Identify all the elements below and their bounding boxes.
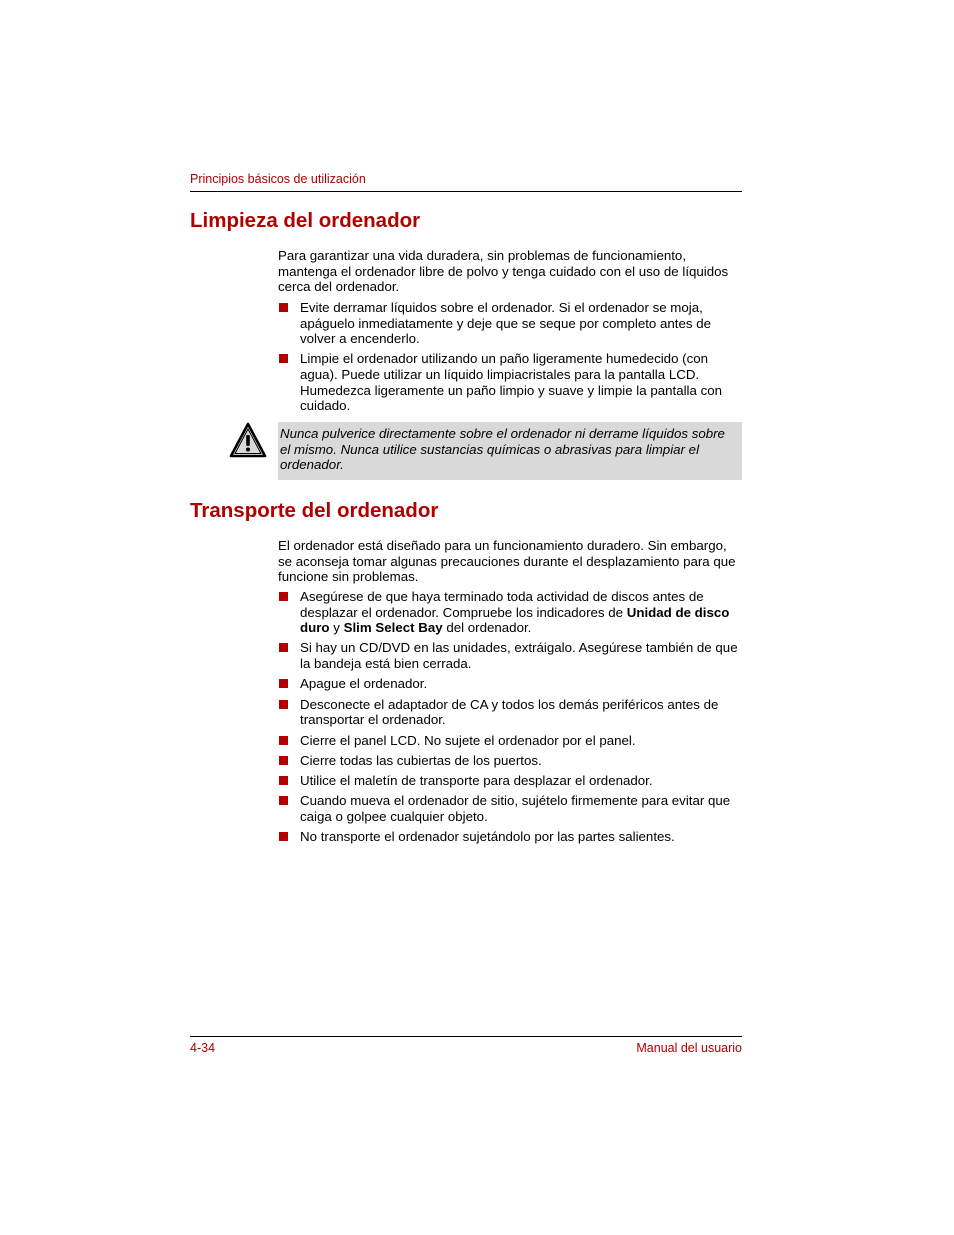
bullet-square-icon — [279, 796, 288, 805]
bullet-square-icon — [279, 736, 288, 745]
cleaning-intro: Para garantizar una vida duradera, sin problemas de funcionamiento, mantenga el ordenador libre de polvo y tenga cuidado con el uso de líquidos cerca del ordenador. — [278, 248, 729, 295]
list-item: Desconecte el adaptador de CA y todos los demás periféricos antes de transportar el ordenador. — [278, 697, 742, 728]
bullet-square-icon — [279, 832, 288, 841]
hdd-indicator-label: Unidad de disco duro — [300, 604, 730, 636]
section-title-transport: Transporte del ordenador — [190, 499, 439, 522]
manual-title: Manual del usuario — [636, 1041, 742, 1055]
page-number: 4-34 — [190, 1041, 216, 1055]
list-item: Cierre todas las cubiertas de los puertos. — [278, 753, 742, 769]
transport-intro: El ordenador está diseñado para un funcionamiento duradero. Sin embargo, se aconseja tomar algunas precauciones durante el desplazamiento para que funcione sin problemas. — [278, 538, 736, 585]
list-item: Cierre el panel LCD. No sujete el ordenador por el panel. — [278, 733, 742, 749]
cleaning-bullet-list — [278, 300, 742, 419]
list-item: Asegúrese de que haya terminado toda actividad de discos antes de desplazar el ordenador. Compruebe los indicadores de Unidad de disco duro y Slim Select Bay del ordenador. — [278, 589, 742, 636]
running-title: Principios básicos de utilización — [190, 172, 366, 186]
list-item: Limpie el ordenador utilizando un paño ligeramente humedecido (con agua). Puede utilizar un líquido limpiacristales para la pantalla LCD. Humedezca ligeramente un paño limpio y suave y limpie la pantalla con cuidado. — [278, 351, 742, 413]
section-title-cleaning: Limpieza del ordenador — [190, 209, 421, 232]
warning-box — [278, 422, 742, 480]
list-item: Cuando mueva el ordenador de sitio, sujételo firmemente para evitar que caiga o golpee cualquier objeto. — [278, 793, 742, 824]
slim-select-bay-label: Slim Select Bay — [343, 620, 443, 636]
list-item: Apague el ordenador. — [278, 676, 742, 692]
caution-triangle-icon — [229, 422, 267, 458]
bullet-square-icon — [279, 303, 288, 312]
list-item: Evite derramar líquidos sobre el ordenador. Si el ordenador se moja, apáguelo inmediatamente y deje que se seque por completo antes de volver a encenderlo. — [278, 300, 742, 347]
bullet-square-icon — [279, 776, 288, 785]
transport-bullet-list — [278, 589, 742, 850]
list-item: Si hay un CD/DVD en las unidades, extráigalo. Asegúrese también de que la bandeja está bien cerrada. — [278, 640, 742, 671]
page-header — [190, 171, 742, 192]
bullet-square-icon — [279, 354, 288, 363]
bullet-square-icon — [279, 592, 288, 601]
list-item: No transporte el ordenador sujetándolo por las partes salientes. — [278, 829, 742, 845]
bullet-square-icon — [279, 700, 288, 709]
bullet-square-icon — [279, 643, 288, 652]
list-item: Utilice el maletín de transporte para desplazar el ordenador. — [278, 773, 742, 789]
warning-text: Nunca pulverice directamente sobre el ordenador ni derrame líquidos sobre el mismo. Nunca utilice sustancias químicas o abrasivas para limpiar el ordenador. — [280, 426, 725, 473]
bullet-square-icon — [279, 756, 288, 765]
page-footer — [190, 1036, 742, 1057]
bullet-square-icon — [279, 679, 288, 688]
